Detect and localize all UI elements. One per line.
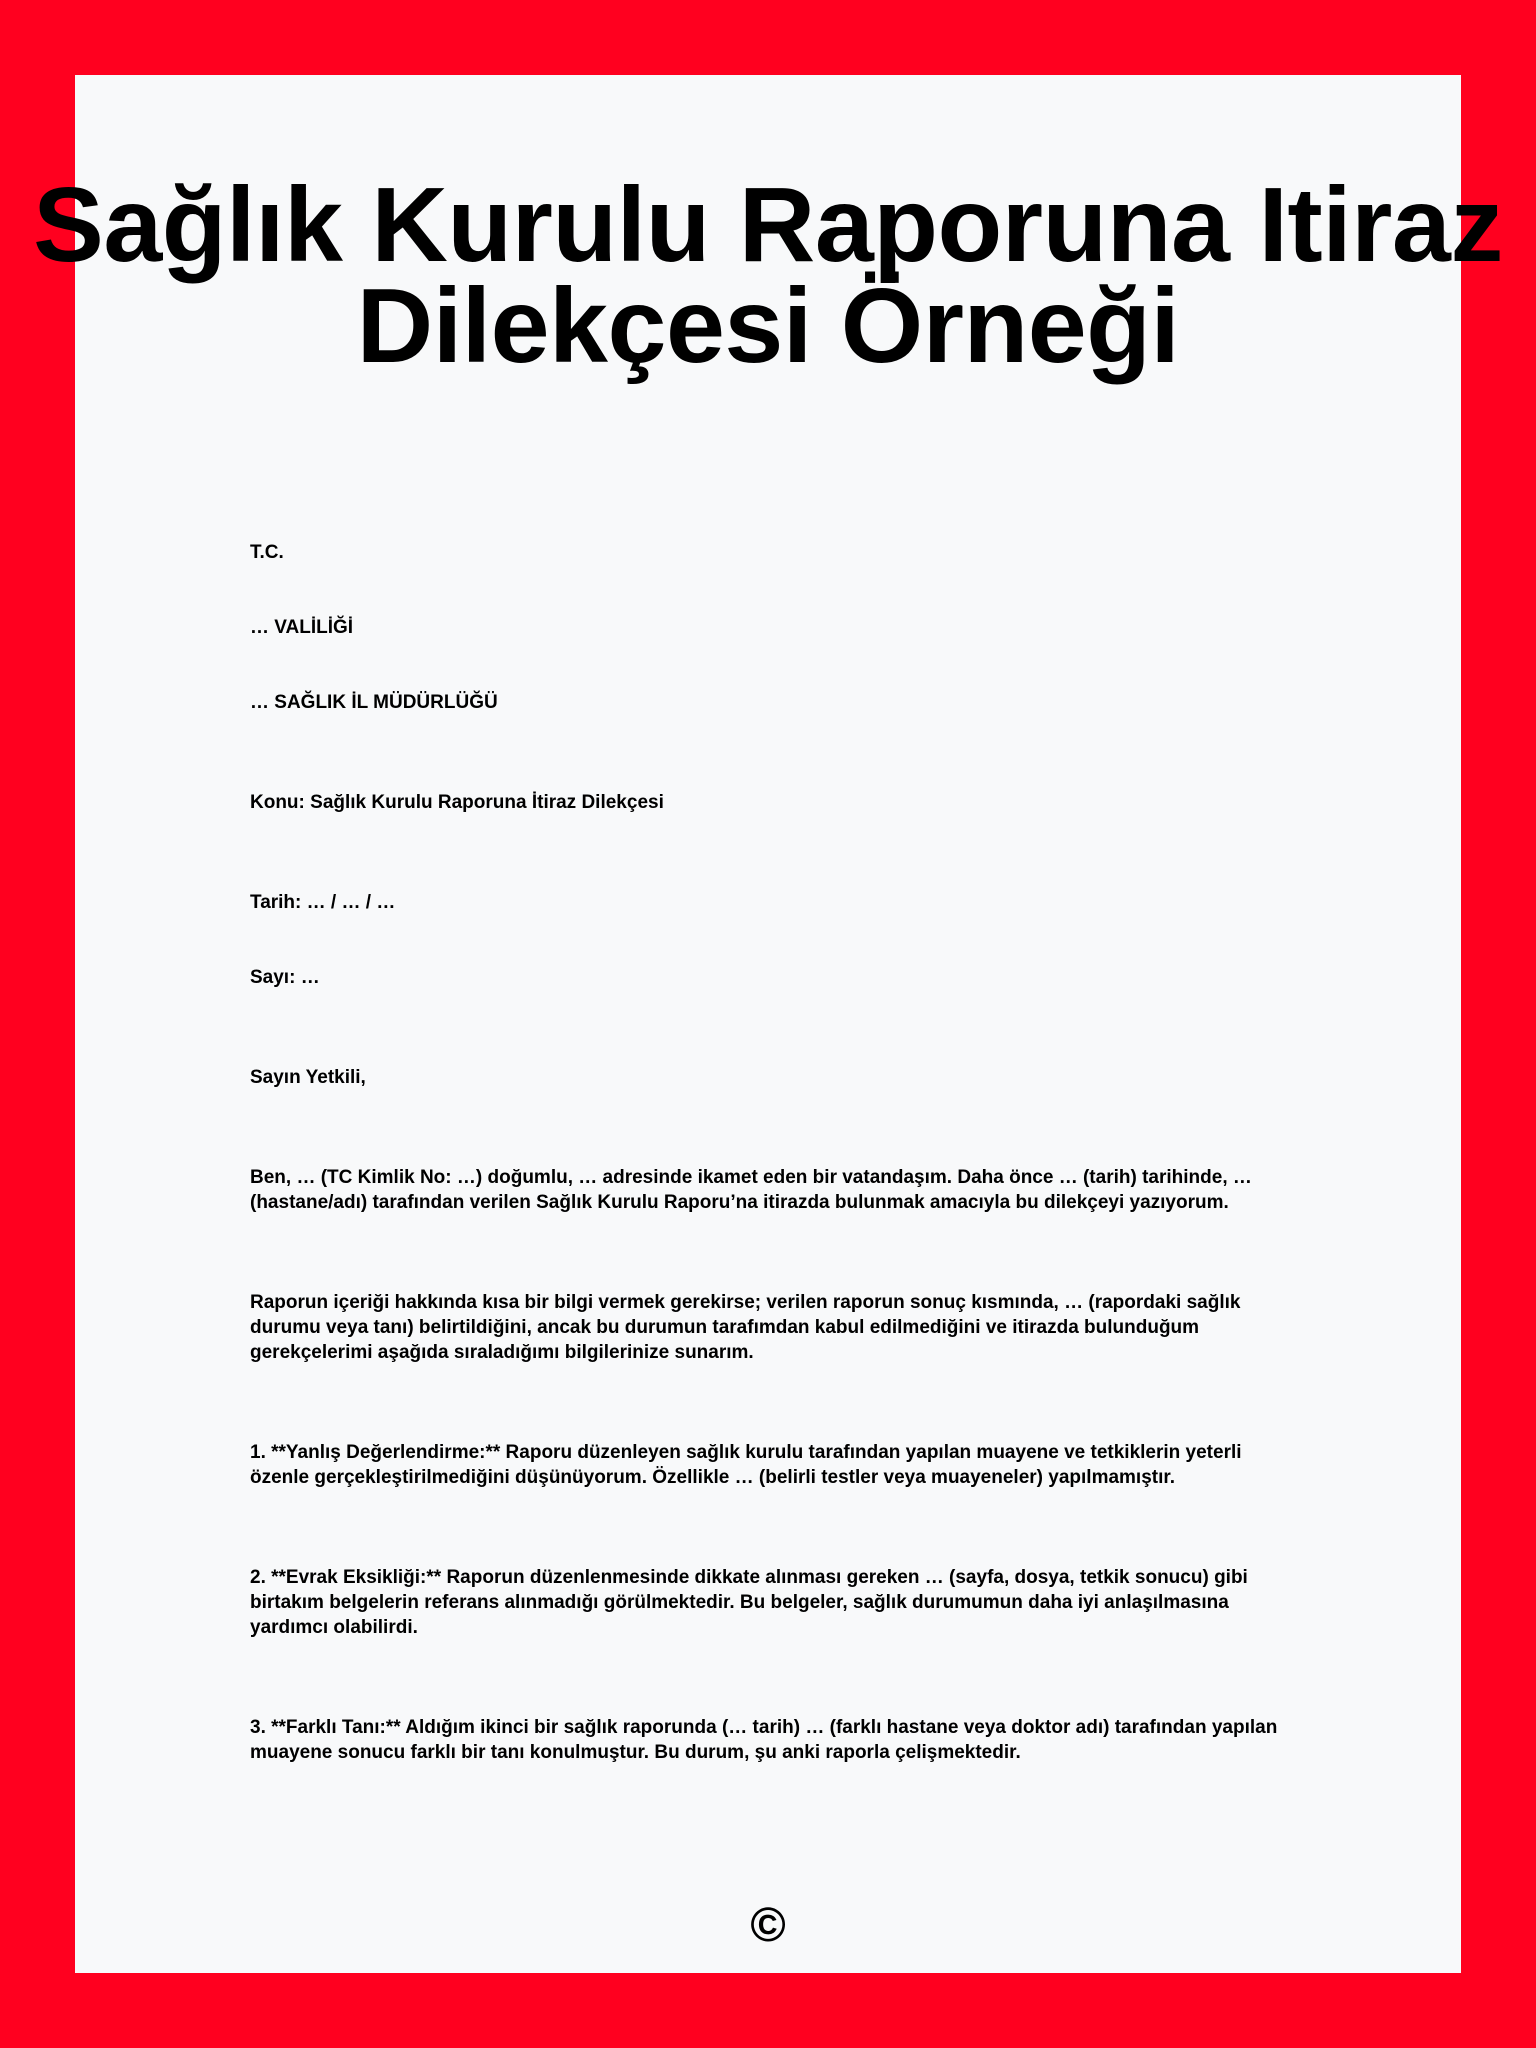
copyright-icon: ©	[750, 1899, 786, 1952]
subject-line: Konu: Sağlık Kurulu Raporuna İtiraz Dilekçesi	[250, 792, 664, 813]
header-line-governorship: … VALİLİĞİ	[250, 617, 354, 638]
paragraph-item-1: 1. **Yanlış Değerlendirme:** Raporu düzenleyen sağlık kurulu tarafından yapılan muayene ve tetkiklerin yeterli özenle gerçekleştirilmediğini düşünüyorum. Özellikle … (belirli testler veya muayeneler) yapılmamıştır.	[250, 1442, 1242, 1488]
paragraph-item-2: 2. **Evrak Eksikliği:** Raporun düzenlenmesinde dikkate alınması gereken … (sayfa, dosya, tetkik sonucu) gibi birtakım belgelerin referans alınmadığı görülmektedir. Bu belgeler, sağlık durumumun daha iyi anlaşılmasına yardımcı olabilirdi.	[250, 1567, 1248, 1638]
salutation: Sayın Yetkili,	[250, 1067, 366, 1088]
paragraph-report-content: Raporun içeriği hakkında kısa bir bilgi vermek gerekirse; verilen raporun sonuç kısmında, … (rapordaki sağlık durumu veya tanı) belirtildiğini, ancak bu durumun tarafımdan kabul edilmediğini ve itirazda bulunduğum gerekçelerimi aşağıda sıraladığımı bilgilerinize sunarım.	[250, 1292, 1241, 1363]
header-line-tc: T.C.	[250, 542, 284, 563]
page-title: Sağlık Kurulu Raporuna Itiraz Dilekçesi Örneği	[33, 166, 1503, 385]
number-line: Sayı: …	[250, 967, 320, 988]
paragraph-intro: Ben, … (TC Kimlik No: …) doğumlu, … adresinde ikamet eden bir vatandaşım. Daha önce … (tarih) tarihinde, … (hastane/adı) tarafından verilen Sağlık Kurulu Raporu’na itirazda bulunmak amacıyla bu dilekçeyi yazıyorum.	[250, 1167, 1252, 1213]
letter-body	[250, 540, 1285, 1765]
paragraph-item-3: 3. **Farklı Tanı:** Aldığım ikinci bir sağlık raporunda (… tarih) … (farklı hastane veya doktor adı) tarafından yapılan muayene sonucu farklı bir tanı konulmuştur. Bu durum, şu anki raporla çelişmektedir.	[250, 1717, 1278, 1763]
date-line: Tarih: … / … / …	[250, 892, 396, 913]
header-line-directorate: … SAĞLIK İL MÜDÜRLÜĞÜ	[250, 692, 498, 713]
